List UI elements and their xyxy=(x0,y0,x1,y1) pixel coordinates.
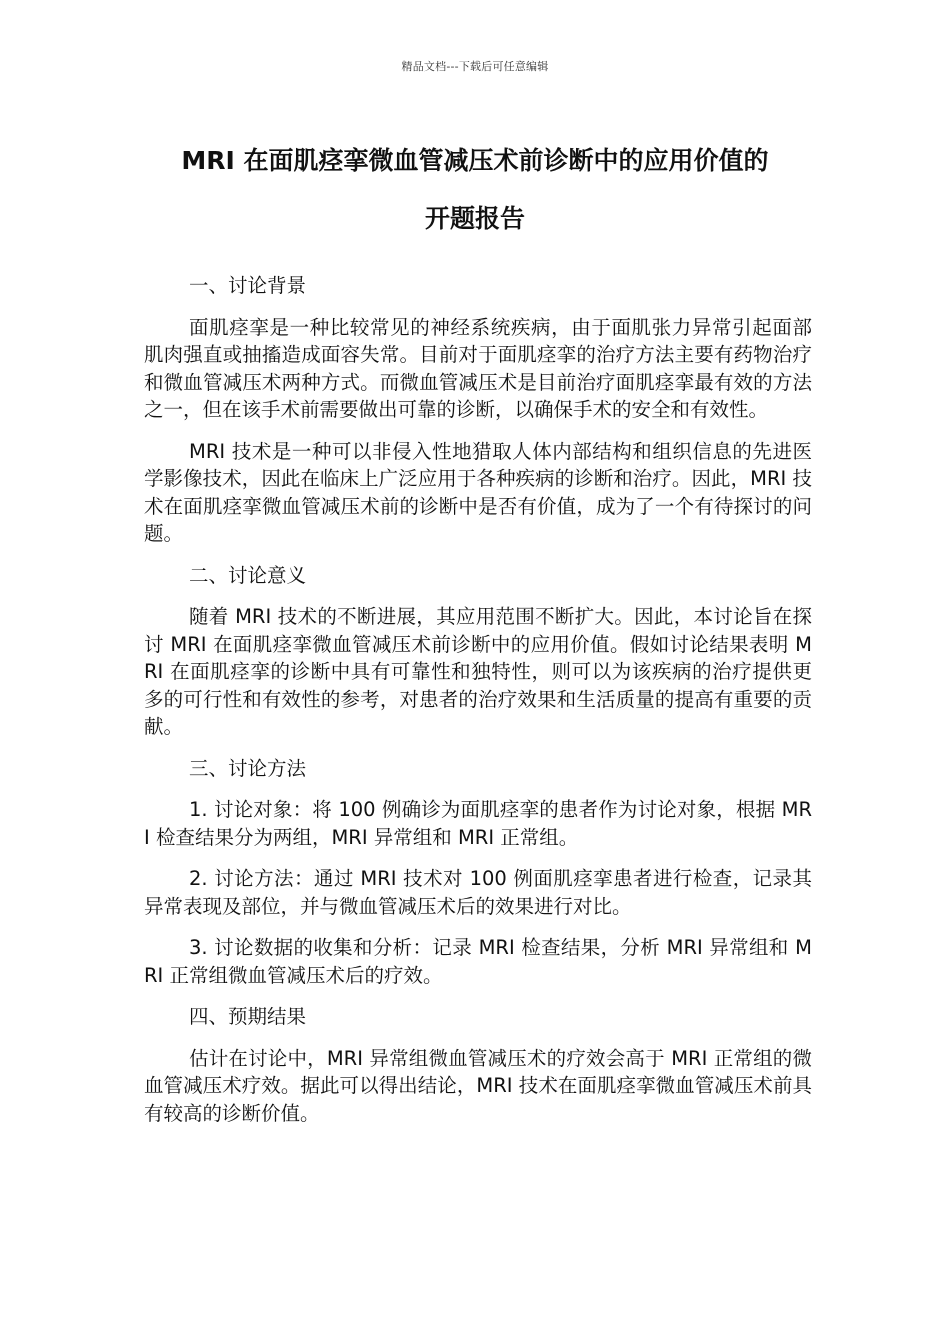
document-title xyxy=(120,132,830,248)
section-heading-significance: 二、讨论意义 xyxy=(189,563,307,587)
section-heading-methods: 三、讨论方法 xyxy=(189,756,307,780)
paragraph-background-1: 面肌痉挛是一种比较常见的神经系统疾病，由于面肌张力异常引起面部肌肉强直或抽搐造成面容失常。目前对于面肌痉挛的治疗方法主要有药物治疗和微血管减压术两种方式。而微血管减压术是目前治疗面肌痉挛最有效的方法之一，但在该手术前需要做出可靠的诊断，以确保手术的安全和有效性。 xyxy=(144,315,812,421)
section-heading-background: 一、讨论背景 xyxy=(189,274,307,297)
paragraph-background-2: MRI 技术是一种可以非侵入性地猎取人体内部结构和组织信息的先进医学影像技术，因此在临床上广泛应用于各种疾病的诊断和治疗。因此，MRI 技术在面肌痉挛微血管减压术前的诊断中是否有价值，成为了一个有待探讨的问题。 xyxy=(144,439,812,545)
document-body xyxy=(144,272,812,1141)
header-note: 精品文档---下载后可任意编辑 xyxy=(401,60,549,73)
title-line-1: MRI 在面肌痉挛微血管减压术前诊断中的应用价值的 xyxy=(181,146,769,175)
section-heading-expected-results: 四、预期结果 xyxy=(189,1005,307,1028)
paragraph-methods-data-analysis: 3. 讨论数据的收集和分析：记录 MRI 检查结果，分析 MRI 异常组和 MRI 正常组微血管减压术后的疗效。 xyxy=(144,936,812,987)
paragraph-methods-procedure: 2. 讨论方法：通过 MRI 技术对 100 例面肌痉挛患者进行检查，记录其异常表现及部位，并与微血管减压术后的效果进行对比。 xyxy=(144,867,812,918)
paragraph-expected-results: 估计在讨论中，MRI 异常组微血管减压术的疗效会高于 MRI 正常组的微血管减压术疗效。据此可以得出结论，MRI 技术在面肌痉挛微血管减压术前具有较高的诊断价值。 xyxy=(144,1046,812,1125)
title-line-2: 开题报告 xyxy=(424,204,525,233)
paragraph-significance: 随着 MRI 技术的不断进展，其应用范围不断扩大。因此，本讨论旨在探讨 MRI 在面肌痉挛微血管减压术前诊断中的应用价值。假如讨论结果表明 MRI 在面肌痉挛的诊断中具有可靠性和独特性，则可以为该疾病的治疗提供更多的可行性和有效性的参考，对患者的治疗效果和生活质量的提高有重要的贡献。 xyxy=(144,605,812,738)
paragraph-methods-subjects: 1. 讨论对象：将 100 例确诊为面肌痉挛的患者作为讨论对象，根据 MRI 检查结果分为两组，MRI 异常组和 MRI 正常组。 xyxy=(144,798,812,849)
